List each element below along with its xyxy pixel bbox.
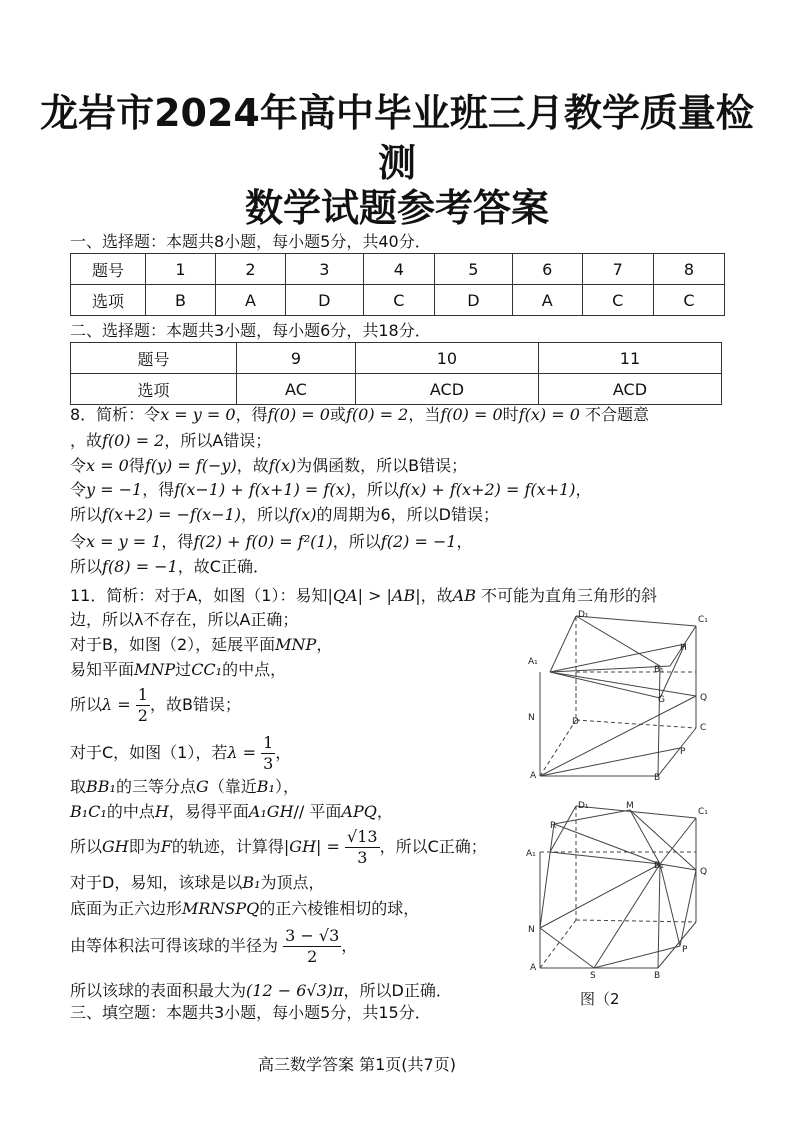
math-expr: CC₁ bbox=[191, 660, 223, 679]
text: （靠近 bbox=[208, 777, 257, 796]
math-expr: B₁ bbox=[242, 873, 261, 892]
text: ，故 bbox=[236, 456, 269, 475]
table-header-cell: 选项 bbox=[71, 285, 146, 316]
denominator: 3 bbox=[263, 754, 274, 773]
point-label: Q bbox=[700, 867, 708, 877]
q11-line11 bbox=[70, 898, 419, 920]
fraction bbox=[261, 733, 275, 774]
text: ， bbox=[316, 635, 333, 654]
edge bbox=[540, 928, 594, 968]
text: ，得 bbox=[161, 532, 194, 551]
point-label: C bbox=[700, 723, 707, 733]
point-label: B bbox=[654, 971, 661, 980]
text: 时 bbox=[502, 405, 519, 424]
table-cell: 10 bbox=[355, 343, 538, 374]
table-row bbox=[71, 254, 725, 285]
math-expr: f(x) bbox=[268, 456, 297, 475]
table-cell: B bbox=[146, 285, 216, 316]
text: ，所以 bbox=[332, 532, 381, 551]
edge bbox=[550, 644, 685, 672]
text: ，故C正确． bbox=[177, 557, 269, 576]
math-expr: λ = bbox=[102, 695, 131, 714]
hidden-edge bbox=[540, 720, 576, 776]
point-label: M bbox=[626, 801, 634, 811]
math-expr: H bbox=[154, 802, 169, 821]
point-label: A₁ bbox=[528, 657, 538, 667]
table-cell: A bbox=[216, 285, 286, 316]
denominator: 2 bbox=[307, 947, 318, 966]
text: 为偶函数，所以B错误； bbox=[296, 456, 468, 475]
edge bbox=[540, 824, 554, 928]
math-expr: BB₁ bbox=[86, 777, 116, 796]
math-expr: |GH| = bbox=[283, 837, 340, 856]
math-expr: A₁GH bbox=[248, 802, 294, 821]
math-expr: λ = bbox=[227, 743, 256, 762]
math-expr: f(x) bbox=[289, 505, 317, 524]
text: 的轨迹，计算得 bbox=[171, 837, 284, 856]
figure-1-cube bbox=[520, 608, 720, 788]
q8-line5 bbox=[70, 504, 499, 526]
text: // 平面 bbox=[293, 802, 342, 821]
table-row bbox=[71, 343, 722, 374]
math-expr: |QA| > |AB| bbox=[327, 586, 421, 605]
math-expr: y = −1 bbox=[86, 480, 143, 499]
hidden-edge bbox=[540, 920, 576, 968]
edge bbox=[658, 666, 660, 776]
point-label: N bbox=[528, 713, 535, 723]
table-header-cell: 选项 bbox=[71, 374, 237, 405]
text: 的正六棱锥相切的球， bbox=[259, 899, 420, 918]
edge bbox=[554, 810, 630, 824]
table-cell: D bbox=[285, 285, 363, 316]
answer-table-2 bbox=[70, 342, 722, 405]
edge bbox=[680, 870, 696, 946]
table-cell: 6 bbox=[512, 254, 582, 285]
edge bbox=[658, 922, 696, 968]
text: ， bbox=[575, 480, 592, 499]
q11-line12 bbox=[70, 924, 357, 968]
point-label: A bbox=[530, 963, 537, 973]
edge bbox=[660, 864, 680, 946]
text: 所以 bbox=[70, 695, 103, 714]
text: ，所以C正确； bbox=[379, 837, 487, 856]
page-footer: 高三数学答案 第1页(共7页) bbox=[258, 1055, 456, 1074]
q11-line1 bbox=[70, 585, 657, 607]
text: 过 bbox=[175, 660, 192, 679]
text: 11．简析：对于A，如图（1）：易知 bbox=[70, 586, 328, 605]
q11-line3 bbox=[70, 634, 332, 656]
math-expr: f(y) = f(−y) bbox=[144, 456, 237, 475]
q8-line3 bbox=[70, 455, 467, 477]
text: ，故B错误； bbox=[149, 695, 241, 714]
title-line1: 龙岩市2024年高中毕业班三月教学质量检 bbox=[40, 91, 754, 135]
table-cell: 3 bbox=[285, 254, 363, 285]
text: ，当 bbox=[408, 405, 441, 424]
point-label: R bbox=[550, 821, 557, 831]
point-label: B bbox=[654, 773, 661, 783]
edge bbox=[658, 728, 696, 776]
text: 为顶点， bbox=[260, 873, 325, 892]
numerator: 1 bbox=[263, 733, 274, 752]
title-line3: 数学试题参考答案 bbox=[244, 186, 549, 230]
text: 令 bbox=[70, 480, 87, 499]
text: 对于C，如图（1），若 bbox=[70, 743, 228, 762]
edge bbox=[576, 616, 660, 666]
table-cell: 5 bbox=[434, 254, 512, 285]
edge bbox=[540, 864, 660, 928]
math-expr: MNP bbox=[134, 660, 176, 679]
edge bbox=[576, 616, 696, 626]
q11-line6 bbox=[70, 732, 291, 774]
q11-line10 bbox=[70, 872, 325, 894]
math-expr: f(x−1) + f(x+1) = f(x) bbox=[174, 480, 351, 499]
edge bbox=[594, 864, 660, 968]
text: 8．简析：令 bbox=[70, 405, 161, 424]
text: 令 bbox=[70, 456, 87, 475]
math-expr: AB bbox=[452, 586, 476, 605]
denominator: 2 bbox=[137, 706, 148, 725]
table-cell: D bbox=[434, 285, 512, 316]
table-cell: 8 bbox=[653, 254, 724, 285]
math-expr: GH bbox=[102, 837, 129, 856]
q11-line7 bbox=[70, 776, 299, 798]
point-label: G bbox=[658, 695, 665, 705]
math-expr: x = y = 0 bbox=[160, 405, 236, 424]
table-cell: 11 bbox=[538, 343, 721, 374]
point-label: D₁ bbox=[578, 801, 589, 811]
math-expr: f(x) + f(x+2) = f(x+1) bbox=[398, 480, 576, 499]
math-expr: x = 0 bbox=[86, 456, 129, 475]
math-expr: f(0) = 0 bbox=[440, 405, 503, 424]
point-label: B₁ bbox=[654, 665, 664, 675]
text: 易知平面 bbox=[70, 660, 135, 679]
table-row bbox=[71, 285, 725, 316]
math-expr: APQ bbox=[341, 802, 377, 821]
math-expr: G bbox=[195, 777, 209, 796]
math-expr: x = y = 1 bbox=[86, 532, 162, 551]
fraction bbox=[136, 685, 150, 726]
edge bbox=[550, 672, 660, 698]
math-expr: f(0) = 2 bbox=[345, 405, 409, 424]
text: 所以 bbox=[70, 557, 103, 576]
edge bbox=[540, 748, 680, 776]
text: 或 bbox=[329, 405, 346, 424]
math-expr: F bbox=[160, 837, 172, 856]
text: 不可能为直角三角形的斜 bbox=[481, 586, 658, 605]
q8-line7 bbox=[70, 556, 269, 578]
point-label: C₁ bbox=[698, 807, 708, 817]
point-label: A bbox=[530, 771, 537, 781]
edge bbox=[660, 818, 696, 864]
table-cell: C bbox=[653, 285, 724, 316]
math-expr: B₁ bbox=[256, 777, 275, 796]
q11-line13 bbox=[70, 980, 452, 1002]
math-expr: f(0) = 0 bbox=[267, 405, 330, 424]
table-cell: C bbox=[363, 285, 434, 316]
text: 所以 bbox=[70, 837, 103, 856]
q8-line6 bbox=[70, 531, 473, 553]
table-header-cell: 题号 bbox=[71, 254, 146, 285]
table-cell: ACD bbox=[355, 374, 538, 405]
q11-line4 bbox=[70, 659, 286, 681]
edge bbox=[550, 616, 576, 672]
q11-line2: 边，所以λ不存在，所以A正确； bbox=[70, 610, 299, 629]
text: 得 bbox=[128, 456, 145, 475]
edge bbox=[630, 810, 660, 864]
math-expr: MRNSPQ bbox=[182, 899, 260, 918]
point-label: H bbox=[680, 643, 687, 653]
text: 的中点， bbox=[222, 660, 287, 679]
text: 对于B，如图（2），延展平面 bbox=[70, 635, 276, 654]
math-expr: MNP bbox=[275, 635, 317, 654]
text: 对于D，易知，该球是以 bbox=[70, 873, 243, 892]
table-cell: C bbox=[582, 285, 653, 316]
title-line2: 测 bbox=[377, 141, 416, 185]
text: 所以该球的表面积最大为 bbox=[70, 981, 247, 1000]
math-expr: (12 − 6√3)π bbox=[246, 981, 344, 1000]
numerator: √13 bbox=[347, 827, 378, 846]
point-label: N bbox=[528, 925, 535, 935]
q8-line1 bbox=[70, 404, 649, 426]
table-header-cell: 题号 bbox=[71, 343, 237, 374]
edge bbox=[550, 672, 696, 696]
hidden-edge bbox=[576, 920, 696, 922]
fraction bbox=[345, 827, 380, 868]
edge bbox=[550, 666, 670, 672]
text: ，所以 bbox=[241, 505, 290, 524]
text: 不合题意 bbox=[584, 405, 649, 424]
table-cell: 7 bbox=[582, 254, 653, 285]
text: ， bbox=[376, 802, 393, 821]
edge bbox=[540, 696, 696, 776]
text: ，得 bbox=[235, 405, 268, 424]
numerator: 1 bbox=[137, 685, 148, 704]
text: 底面为正六边形 bbox=[70, 899, 183, 918]
text: 由等体积法可得该球的半径为 bbox=[70, 936, 279, 955]
point-label: B₁ bbox=[654, 861, 664, 871]
table-cell: 1 bbox=[146, 254, 216, 285]
figure-caption: 图（2 bbox=[580, 990, 620, 1008]
point-label: P bbox=[682, 945, 688, 955]
text: ，易得平面 bbox=[168, 802, 249, 821]
text: 取 bbox=[70, 777, 87, 796]
q8-line2 bbox=[70, 430, 271, 452]
answer-table-1 bbox=[70, 253, 725, 316]
table-row bbox=[71, 374, 722, 405]
figure-2-cube bbox=[520, 800, 720, 980]
table-cell: 2 bbox=[216, 254, 286, 285]
q11-line9 bbox=[70, 826, 487, 868]
text: ， bbox=[275, 743, 292, 762]
table-cell: AC bbox=[237, 374, 356, 405]
math-expr: f(x+2) = −f(x−1) bbox=[102, 505, 242, 524]
text: ，所以 bbox=[350, 480, 399, 499]
text: ，故 bbox=[420, 586, 453, 605]
text: 即为 bbox=[128, 837, 161, 856]
table-cell: ACD bbox=[538, 374, 721, 405]
point-label: A₁ bbox=[526, 849, 536, 859]
q11-line8 bbox=[70, 801, 393, 823]
text: ，得 bbox=[142, 480, 175, 499]
math-expr: f(8) = −1 bbox=[102, 557, 178, 576]
math-expr: f(0) = 2 bbox=[102, 431, 165, 450]
text: ）， bbox=[274, 777, 299, 796]
text: 的周期为6，所以D错误； bbox=[316, 505, 499, 524]
edge bbox=[658, 864, 660, 968]
text: ，故 bbox=[70, 431, 103, 450]
point-label: S bbox=[590, 971, 596, 980]
text: 的三等分点 bbox=[115, 777, 196, 796]
fraction bbox=[283, 926, 341, 967]
math-expr: f(2) + f(0) = f²(1) bbox=[193, 532, 333, 551]
text: ， bbox=[341, 936, 358, 955]
point-label: D bbox=[572, 717, 579, 727]
q11-line5 bbox=[70, 684, 241, 726]
text: 的中点 bbox=[106, 802, 155, 821]
point-label: C₁ bbox=[698, 615, 708, 625]
math-expr: f(2) = −1 bbox=[380, 532, 457, 551]
point-label: D₁ bbox=[578, 610, 589, 620]
section1-heading: 一、选择题：本题共8小题，每小题5分，共40分． bbox=[70, 232, 431, 251]
math-expr: B₁C₁ bbox=[70, 802, 107, 821]
q8-line4 bbox=[70, 479, 592, 501]
section2-heading: 二、选择题：本题共3小题，每小题6分，共18分． bbox=[70, 321, 431, 340]
denominator: 3 bbox=[357, 848, 368, 867]
text: 令 bbox=[70, 532, 87, 551]
section3-heading: 三、填空题：本题共3小题，每小题5分，共15分． bbox=[70, 1003, 431, 1022]
point-label: P bbox=[680, 747, 686, 757]
math-expr: f(x) = 0 bbox=[518, 405, 580, 424]
table-cell: 4 bbox=[363, 254, 434, 285]
numerator: 3 − √3 bbox=[285, 926, 340, 945]
table-cell: A bbox=[512, 285, 582, 316]
text: ，所以D正确． bbox=[343, 981, 452, 1000]
point-label: Q bbox=[700, 693, 708, 703]
text: ， bbox=[456, 532, 473, 551]
text: 所以 bbox=[70, 505, 103, 524]
text: ，所以A错误； bbox=[164, 431, 272, 450]
table-cell: 9 bbox=[237, 343, 356, 374]
